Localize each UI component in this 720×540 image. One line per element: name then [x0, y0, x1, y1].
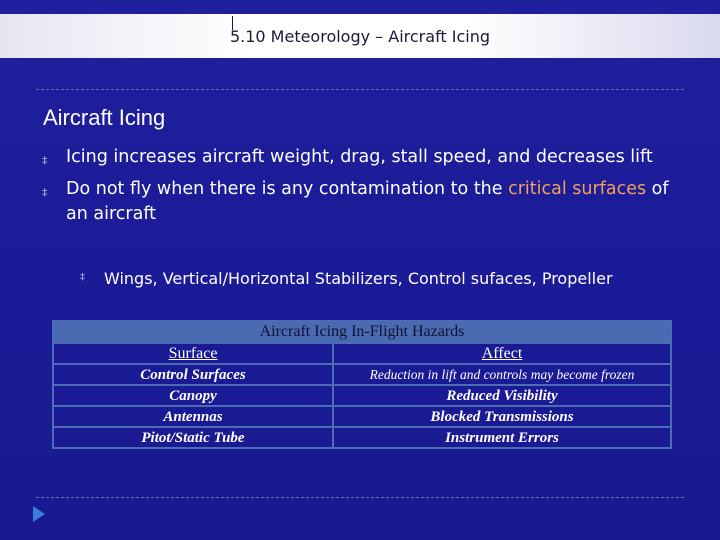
bullet-text: of an aircraft — [66, 179, 669, 224]
slide-heading[interactable]: Aircraft Icing — [43, 105, 166, 130]
bullet-list — [42, 145, 692, 227]
bullet-text: Icing increases aircraft weight, drag, stall speed, and decreases lift — [66, 147, 653, 167]
sub-bullet-item[interactable] — [80, 269, 613, 288]
sub-bullet-text: Wings, Vertical/Horizontal Stabilizers, Control sufaces, Propeller — [104, 269, 613, 288]
header-title[interactable]: 5.10 Meteorology – Aircraft Icing — [229, 27, 491, 46]
table-cell: Instrument Errors — [333, 427, 671, 448]
bullet-marker-icon: ‡ — [42, 186, 48, 199]
highlighted-text: critical surfaces — [508, 179, 647, 199]
table-cell: Reduced Visibility — [333, 385, 671, 406]
table-title: Aircraft Icing In-Flight Hazards — [53, 321, 671, 343]
table-row — [53, 385, 671, 406]
table-header-row — [53, 343, 671, 364]
table-cell: Blocked Transmissions — [333, 406, 671, 427]
divider-top — [36, 89, 684, 90]
bullet-item[interactable] — [42, 177, 692, 227]
column-header-affect: Affect — [333, 343, 671, 364]
table-cell: Antennas — [53, 406, 333, 427]
column-header-surface: Surface — [53, 343, 333, 364]
table-row — [53, 406, 671, 427]
table-cell: Pitot/Static Tube — [53, 427, 333, 448]
table-cell: Control Surfaces — [53, 364, 333, 385]
divider-bottom — [36, 497, 684, 498]
hazards-table[interactable] — [52, 320, 672, 449]
table-row — [53, 427, 671, 448]
bullet-item[interactable] — [42, 145, 692, 170]
next-slide-arrow-icon[interactable] — [33, 506, 45, 522]
table-title-row — [53, 321, 671, 343]
bullet-marker-icon: ‡ — [80, 272, 85, 283]
bullet-marker-icon: ‡ — [42, 154, 48, 167]
table-row — [53, 364, 671, 385]
table-cell: Canopy — [53, 385, 333, 406]
bullet-text: Do not fly when there is any contamination to the — [66, 179, 509, 199]
table-cell: Reduction in lift and controls may become frozen — [333, 364, 671, 385]
